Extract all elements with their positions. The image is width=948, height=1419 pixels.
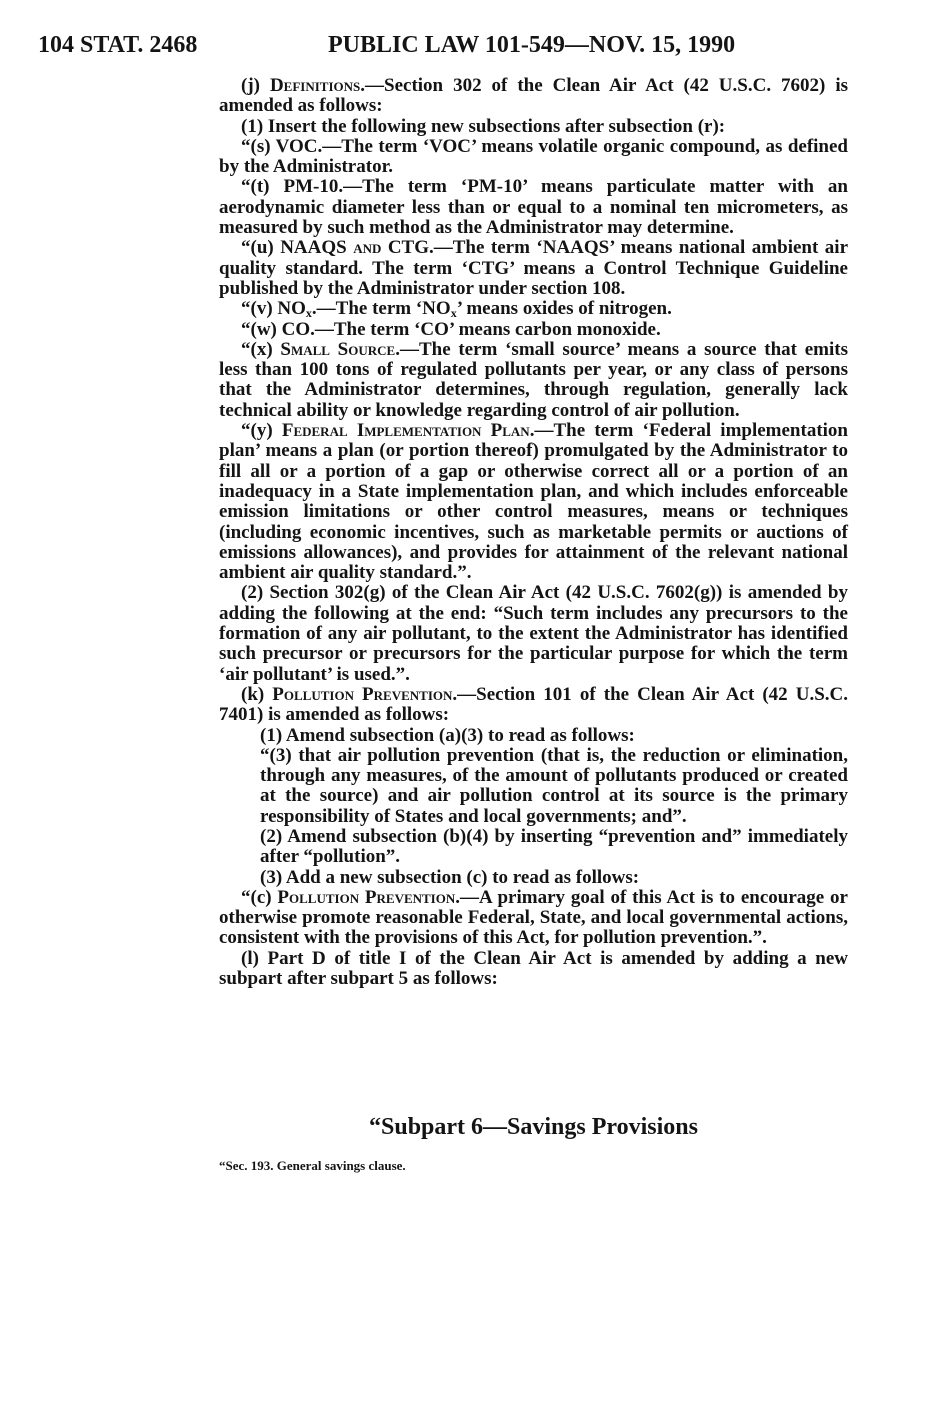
definition-w-co: “(w) CO.—The term ‘CO’ means carbon monoxide. [241,318,661,340]
definition-s-voc: “(s) VOC.—The term ‘VOC’ means volatile organic compound, as defined by the Administrator. [219,135,848,178]
toc-entry: “Sec. 193. General savings clause. [219,1158,406,1173]
paragraph-l: (l) Part D of title I of the Clean Air Act is amended by adding a new subpart after subpart 5 as follows: [219,947,848,990]
definition-x-small-source: “(x) Small Source.—The term ‘small source’ means a source that emits less than 100 tons of regulated pollutants per year, or any class of persons that the Administrator determines, through regulation, generally lack technical ability or knowledge regarding control of air pollution. [219,338,848,421]
document-body [219,76,848,989]
definition-y-federal-implementation-plan: “(y) Federal Implementation Plan.—The term ‘Federal implementation plan’ means a plan (or portion thereof) promulgated by the Administrator to fill all or a portion of a gap or otherwise correct all or a portion of an inadequacy in a State implementation plan, and which includes enforceable emission limitations or other control measures, means or techniques (including economic incentives, such as marketable permits or auctions of emissions allowances), and provides for attainment of the relevant national ambient air quality standard.”. [219,420,848,584]
page-header [38,28,908,62]
quoted-subsection-a-3: “(3) that air pollution prevention (that is, the reduction or elimination, through any measures, of the amount of pollutants produced or created at the source) and air pollution control at its source is the primary responsibility of States and local governments; and”. [260,744,848,827]
paragraph-k-3: (3) Add a new subsection (c) to read as follows: [260,866,640,888]
paragraph-j-2: (2) Section 302(g) of the Clean Air Act (42 U.S.C. 7602(g)) is amended by adding the following at the end: “Such term includes any precursors to the formation of any air pollutant, to the extent the Administrator has identified such precursor or precursors for the particular purpose for which the term ‘air pollutant’ is used.”. [219,582,848,685]
paragraph-k-2: (2) Amend subsection (b)(4) by inserting “prevention and” immediately after “pollution”. [260,825,848,868]
subpart-heading: “Subpart 6—Savings Provisions [369,1114,698,1140]
paragraph-j-definitions: (j) Definitions.—Section 302 of the Clean Air Act (42 U.S.C. 7602) is amended as follows: [219,75,848,117]
paragraph-k-pollution-prevention: (k) Pollution Prevention.—Section 101 of the Clean Air Act (42 U.S.C. 7401) is amended as follows: [219,683,848,726]
definition-u-naaqs-ctg: “(u) NAAQS and CTG.—The term ‘NAAQS’ means national ambient air quality standard. The term ‘CTG’ means a Control Technique Guideline published by the Administrator under section 108. [219,237,848,299]
law-title: PUBLIC LAW 101-549—NOV. 15, 1990 [328,32,736,58]
definition-v-nox: “(v) $NO_x.—The$ term ‘$NO_x$’ means oxides of nitrogen. [241,298,672,321]
quoted-subsection-c: “(c) Pollution Prevention.—A primary goal of this Act is to encourage or otherwise promote reasonable Federal, State, and local governmental actions, consistent with the provisions of this Act, for pollution prevention.”. [219,886,848,949]
paragraph-j-1: (1) Insert the following new subsections after subsection (r): [241,115,726,137]
statute-page-number: 104 STAT. 2468 [38,32,198,58]
definition-t-pm10: “(t) PM-10.—The term ‘PM-10’ means particulate matter with an aerodynamic diameter less than or equal to a nominal ten micrometers, as measured by such method as the Administrator may determine. [219,176,848,239]
paragraph-k-1: (1) Amend subsection (a)(3) to read as follows: [260,724,635,746]
